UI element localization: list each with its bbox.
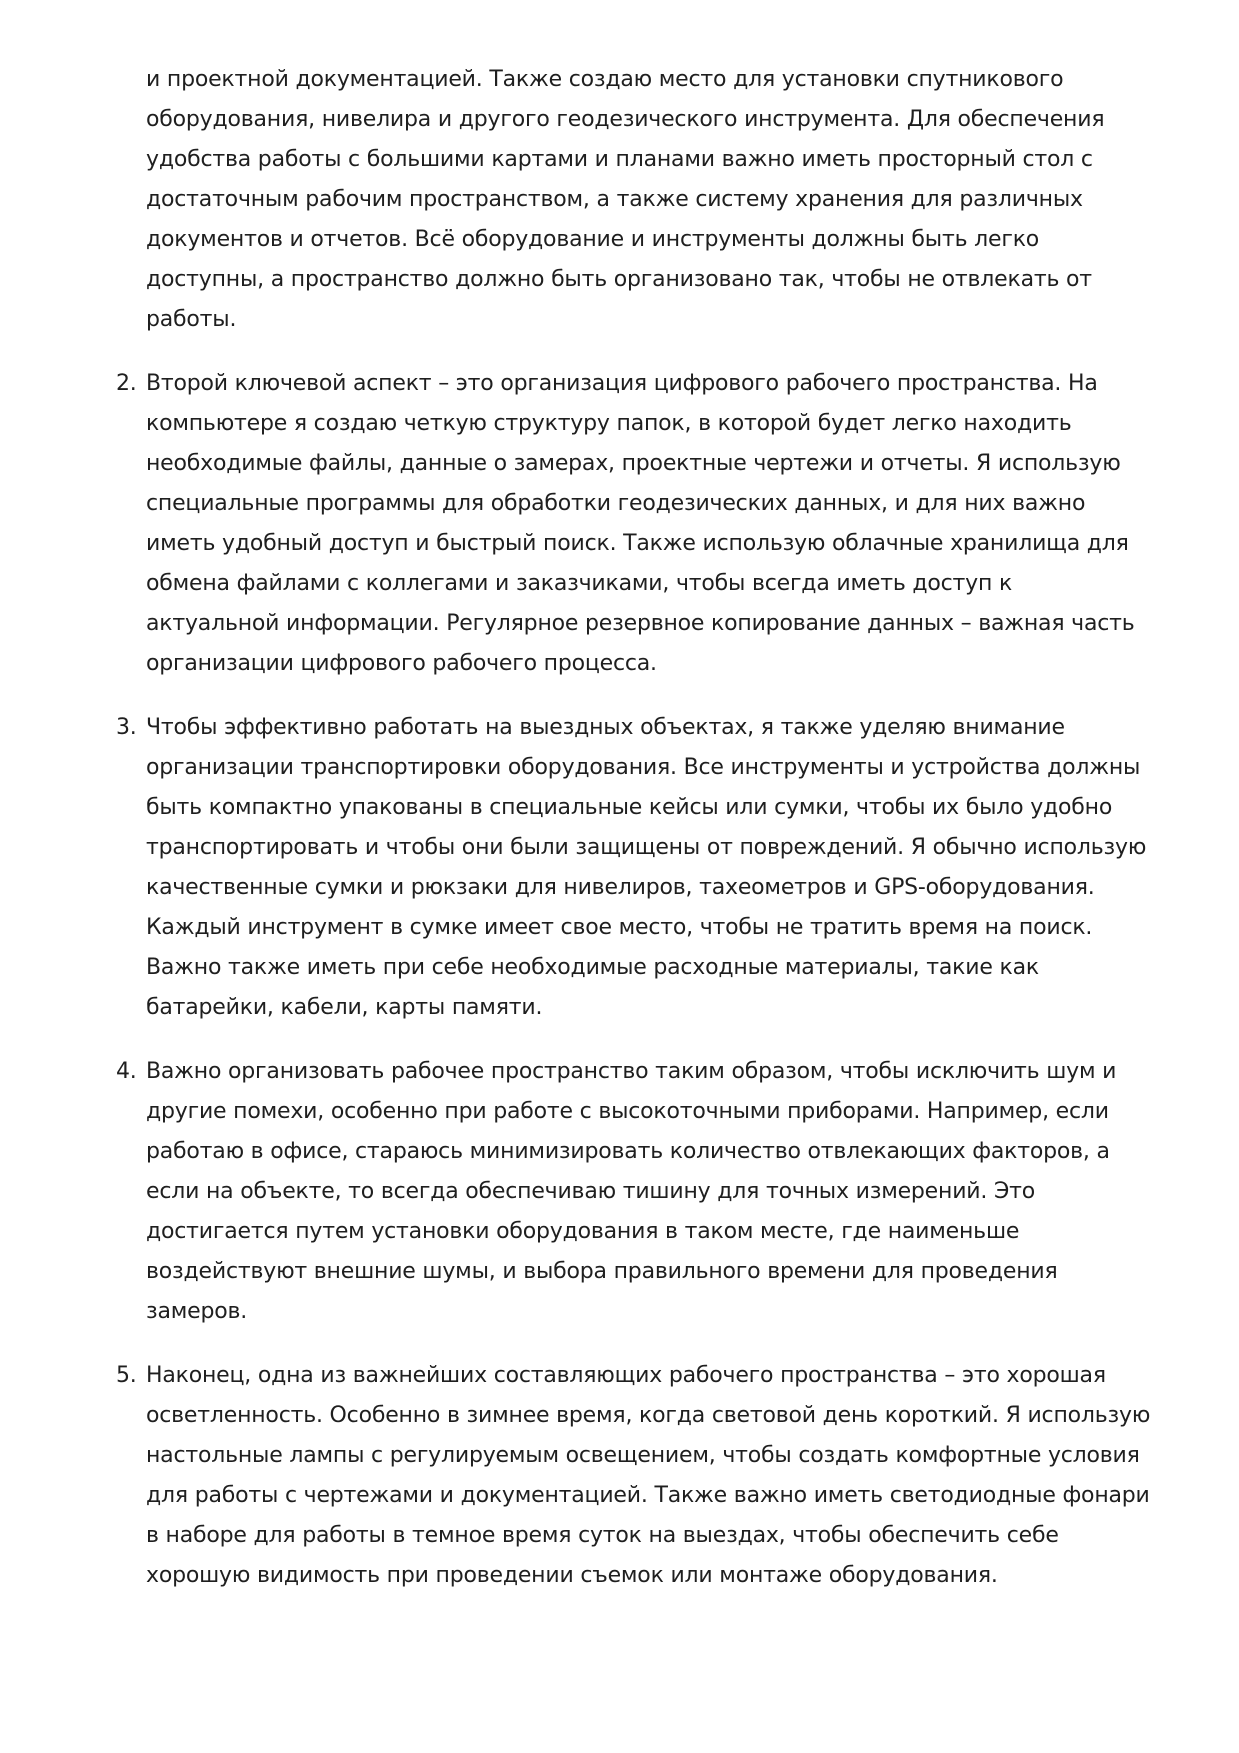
- list-item-text: Чтобы эффективно работать на выездных объектах, я также уделяю внимание организации транспортировки оборудования. Все инструменты и устройства должны быть компактно упакованы в специальные кейсы или сумки, чтобы их было удобно транспортировать и чтобы они были защищены от повреждений. Я обычно использую качественные сумки и рюкзаки для нивелиров, тахеометров и GPS-оборудования. Каждый инструмент в сумке имеет свое место, чтобы не тратить время на поиск. Важно также иметь при себе необходимые расходные материалы, такие как батарейки, кабели, карты памяти.: [146, 715, 1147, 1020]
- list-item-1-continuation: [146, 60, 1151, 340]
- list-item-3: [116, 708, 1151, 1028]
- list-item-number: 4.: [116, 1059, 137, 1084]
- document-body: [116, 60, 1151, 1620]
- list-item-text: Важно организовать рабочее пространство таким образом, чтобы исключить шум и другие помехи, особенно при работе с высокоточными приборами. Например, если работаю в офисе, стараюсь минимизировать количество отвлекающих факторов, а если на объекте, то всегда обеспечиваю тишину для точных измерений. Это достигается путем установки оборудования в таком месте, где наименьше воздействуют внешние шумы, и выбора правильного времени для проведения замеров.: [146, 1059, 1117, 1324]
- list-item-number: 5.: [116, 1363, 137, 1388]
- list-item-number: 3.: [116, 715, 137, 740]
- list-item-text: и проектной документацией. Также создаю место для установки спутникового оборудования, нивелира и другого геодезического инструмента. Для обеспечения удобства работы с большими картами и планами важно иметь просторный стол с достаточным рабочим пространством, а также систему хранения для различных документов и отчетов. Всё оборудование и инструменты должны быть легко доступны, а пространство должно быть организовано так, чтобы не отвлекать от работы.: [146, 67, 1105, 332]
- list-item-number: 2.: [116, 371, 137, 396]
- list-item-5: [116, 1356, 1151, 1596]
- list-item-text: Наконец, одна из важнейших составляющих рабочего пространства – это хорошая осветленность. Особенно в зимнее время, когда световой день короткий. Я использую настольные лампы с регулируемым освещением, чтобы создать комфортные условия для работы с чертежами и документацией. Также важно иметь светодиодные фонари в наборе для работы в темное время суток на выездах, чтобы обеспечить себе хорошую видимость при проведении съемок или монтаже оборудования.: [146, 1363, 1151, 1588]
- list-item-text: Второй ключевой аспект – это организация цифрового рабочего пространства. На компьютере я создаю четкую структуру папок, в которой будет легко находить необходимые файлы, данные о замерах, проектные чертежи и отчеты. Я использую специальные программы для обработки геодезических данных, и для них важно иметь удобный доступ и быстрый поиск. Также использую облачные хранилища для обмена файлами с коллегами и заказчиками, чтобы всегда иметь доступ к актуальной информации. Регулярное резервное копирование данных – важная часть организации цифрового рабочего процесса.: [146, 371, 1135, 676]
- list-item-4: [116, 1052, 1151, 1332]
- list-item-2: [116, 364, 1151, 684]
